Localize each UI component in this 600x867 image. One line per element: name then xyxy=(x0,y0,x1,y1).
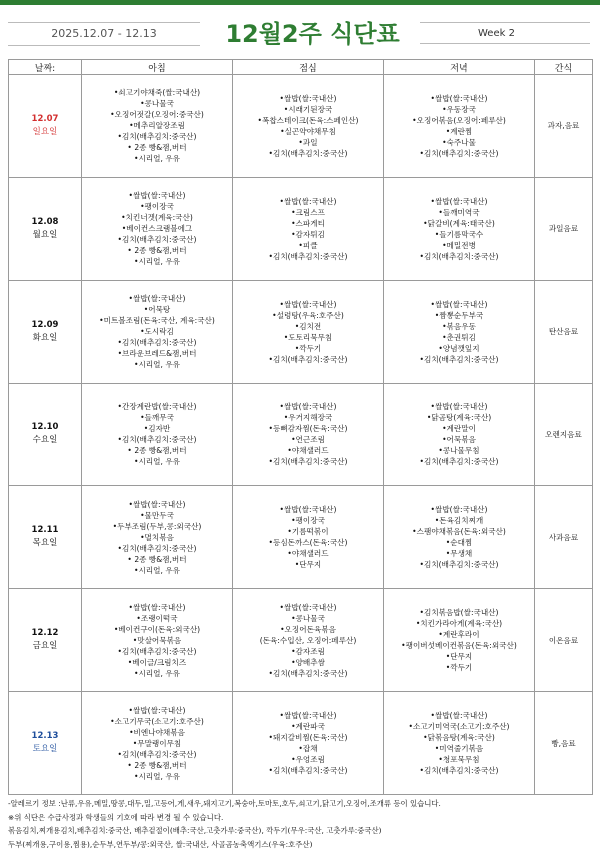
menu-item: •순대찜 xyxy=(445,538,473,548)
menu-item: •돼지갈비찜(돈육:국산) xyxy=(268,733,348,743)
day-date: 12.08 xyxy=(31,216,59,227)
menu-item: •베이글/크림치즈 xyxy=(127,657,187,667)
breakfast-cell xyxy=(82,280,233,383)
menu-item: •김치(배추김치:중국산) xyxy=(117,132,197,142)
menu-item: •실곤약야채무침 xyxy=(280,126,336,136)
column-header-breakfast: 아침 xyxy=(82,60,233,75)
menu-item: •폭찹스테이크(돈육:스페인산) xyxy=(257,115,359,125)
menu-item: •쌀밥(쌀:국내산) xyxy=(430,711,488,721)
menu-item: •우엉조림 xyxy=(291,755,325,765)
day-weekday: 수요일 xyxy=(32,435,58,446)
lunch-cell xyxy=(233,177,384,280)
menu-item: •무생채 xyxy=(445,549,473,559)
menu-item: •김치(배추김치:중국산) xyxy=(117,338,197,348)
breakfast-cell xyxy=(82,177,233,280)
menu-item: •김치(배추김치:중국산) xyxy=(268,668,348,678)
menu-item: •들깨무국 xyxy=(140,413,174,423)
breakfast-cell xyxy=(82,75,233,178)
menu-item: •김치(배추김치:중국산) xyxy=(268,457,348,467)
table-row xyxy=(9,75,593,178)
column-header-dinner: 저녁 xyxy=(384,60,535,75)
snack-cell: 빵,음료 xyxy=(535,692,593,795)
day-cell xyxy=(9,280,82,383)
dinner-cell xyxy=(384,280,535,383)
menu-item: •김치(배추김치:중국산) xyxy=(419,560,499,570)
day-weekday: 일요일 xyxy=(32,126,58,137)
note-change: ※위 식단은 수급사정과 학생들의 기호에 따라 변경 될 수 있습니다. xyxy=(8,812,224,822)
day-date: 12.13 xyxy=(31,731,59,742)
menu-item: •메추리알장조림 xyxy=(129,121,185,131)
menu-item: •닭갈비(계육:태국산) xyxy=(423,218,495,228)
menu-item: (돈육:수입산, 오징어:페루산) xyxy=(259,635,357,645)
menu-item: •김치(배추김치:중국산) xyxy=(117,646,197,656)
menu-item: •잡채 xyxy=(298,744,318,754)
menu-item: •쌀밥(쌀:국내산) xyxy=(430,93,488,103)
menu-item: •계란파국 xyxy=(291,722,325,732)
menu-item: •짬뽕순두부국 xyxy=(434,310,484,320)
menu-item: •김치(배추김치:중국산) xyxy=(419,251,499,261)
menu-item: •김치(배추김치:중국산) xyxy=(419,457,499,467)
menu-item: •김치(배추김치:중국산) xyxy=(117,543,197,553)
menu-item: •베이컨스크램블에그 xyxy=(121,224,193,234)
menu-item: •김치볶음밥(쌀:국내산) xyxy=(419,608,499,618)
menu-item: •쌀밥(쌀:국내산) xyxy=(279,299,337,309)
menu-item: •김치(배추김치:중국산) xyxy=(268,766,348,776)
lunch-cell xyxy=(233,589,384,692)
menu-item: •치킨가라아게(계육:국산) xyxy=(415,619,503,629)
lunch-cell xyxy=(233,692,384,795)
menu-item: •팽이버섯베이컨볶음(돈육:외국산) xyxy=(401,641,517,651)
menu-item: •들깨미역국 xyxy=(438,207,480,217)
menu-item: •닭곰탕(계육:국산) xyxy=(426,413,492,423)
note-allergy: -알레르기 정보 :난류,우유,메밀,땅콩,대두,밀,고등어,게,새우,돼지고기,복숭아,토마토,호두,쇠고기,닭고기,오징어,조개류 등이 있습니다. xyxy=(8,799,441,808)
menu-item: •닭볶음탕(계육:국산) xyxy=(423,733,495,743)
menu-item: •김치(배추김치:중국산) xyxy=(268,354,348,364)
menu-item: •기름떡볶이 xyxy=(287,527,329,537)
snack-cell: 과자,음료 xyxy=(535,75,593,178)
table-row xyxy=(9,383,593,486)
menu-item: •미트볼조림(돈육:국산, 계육:국산) xyxy=(99,316,215,326)
page-title: 12월2주 식단표 xyxy=(225,20,400,48)
dinner-cell xyxy=(384,75,535,178)
day-cell xyxy=(9,177,82,280)
menu-item: •도토리묵무침 xyxy=(283,332,333,342)
menu-item: •감자튀김 xyxy=(291,229,325,239)
menu-item: •등뼈감자찜(돈육:국산) xyxy=(268,424,348,434)
day-weekday: 금요일 xyxy=(32,641,58,652)
dinner-cell xyxy=(384,177,535,280)
menu-item: •오징어젓갈(오징어:중국산) xyxy=(110,110,204,120)
menu-item: •크림스프 xyxy=(291,207,325,217)
menu-item: •쌀밥(쌀:국내산) xyxy=(430,299,488,309)
day-cell xyxy=(9,383,82,486)
menu-item: • 2종 빵&잼,버터 xyxy=(127,760,187,770)
menu-item: •쌀밥(쌀:국내산) xyxy=(279,196,337,206)
menu-item: • 2종 빵&잼,버터 xyxy=(127,143,187,153)
menu-item: •소고기미역국(소고기:호주산) xyxy=(408,722,510,732)
snack-cell: 사과음료 xyxy=(535,486,593,589)
breakfast-cell xyxy=(82,692,233,795)
lunch-cell xyxy=(233,280,384,383)
snack-cell: 이온음료 xyxy=(535,589,593,692)
menu-item: •쌀밥(쌀:국내산) xyxy=(430,505,488,515)
day-cell xyxy=(9,692,82,795)
menu-item: •돈육김치찌개 xyxy=(434,516,484,526)
menu-item: •쌀밥(쌀:국내산) xyxy=(430,196,488,206)
menu-item: •설렁탕(우육:호주산) xyxy=(272,310,344,320)
table-row xyxy=(9,177,593,280)
day-cell xyxy=(9,75,82,178)
day-date: 12.09 xyxy=(31,319,59,330)
date-range: 2025.12.07 - 12.13 xyxy=(8,22,200,46)
menu-item: •두부조림(두부,콩:외국산) xyxy=(112,521,202,531)
day-weekday: 월요일 xyxy=(32,229,58,240)
menu-item: •팽이장국 xyxy=(140,202,174,212)
menu-item: •맛살어묵볶음 xyxy=(132,635,182,645)
menu-item: •시리얼, 우유 xyxy=(134,565,180,575)
menu-item: •단무지 xyxy=(445,652,473,662)
menu-item: •미역줄기볶음 xyxy=(434,744,484,754)
breakfast-cell xyxy=(82,589,233,692)
table-row xyxy=(9,486,593,589)
menu-item: •어묵볶음 xyxy=(442,435,476,445)
menu-item: •시리얼, 우유 xyxy=(134,668,180,678)
menu-item: •계란말이 xyxy=(442,424,476,434)
column-header-date: 날짜: xyxy=(9,60,82,75)
menu-item: •감자조림 xyxy=(291,646,325,656)
header xyxy=(0,14,600,54)
menu-item: •콩나물국 xyxy=(140,99,174,109)
day-weekday: 화요일 xyxy=(32,332,58,343)
menu-item: •쇠고기야채죽(쌀:국내산) xyxy=(113,88,201,98)
menu-item: •브라운브레드&잼,버터 xyxy=(117,349,197,359)
menu-item: •계란찜 xyxy=(445,126,473,136)
menu-item: •쌀밥(쌀:국내산) xyxy=(430,402,488,412)
menu-item: •우거지해장국 xyxy=(283,413,333,423)
menu-item: •깍두기 xyxy=(445,663,473,673)
menu-item: •야채샐러드 xyxy=(287,549,329,559)
menu-item: •스파게티 xyxy=(291,218,325,228)
table-row xyxy=(9,589,593,692)
menu-item: •피클 xyxy=(298,240,318,250)
menu-item: •쌀밥(쌀:국내산) xyxy=(128,705,186,715)
breakfast-cell xyxy=(82,383,233,486)
menu-item: •김치(배추김치:중국산) xyxy=(117,235,197,245)
lunch-cell xyxy=(233,486,384,589)
menu-item: •김치(배추김치:중국산) xyxy=(419,148,499,158)
day-cell xyxy=(9,589,82,692)
menu-item: •쌀밥(쌀:국내산) xyxy=(128,191,186,201)
menu-item: •김치(배추김치:중국산) xyxy=(117,749,197,759)
menu-item: •춘권튀김 xyxy=(442,332,476,342)
day-weekday: 토요일 xyxy=(32,744,58,755)
menu-item: •콩나물무침 xyxy=(438,446,480,456)
table-row xyxy=(9,280,593,383)
top-accent-bar xyxy=(0,0,600,5)
menu-item: •시리얼, 우유 xyxy=(134,457,180,467)
menu-item: •메밀전병 xyxy=(442,240,476,250)
menu-item: •등심돈까스(돈육:국산) xyxy=(268,538,348,548)
menu-item: •김자반 xyxy=(143,424,171,434)
snack-cell: 탄산음료 xyxy=(535,280,593,383)
menu-item: •쌀밥(쌀:국내산) xyxy=(279,93,337,103)
notes xyxy=(8,797,592,851)
menu-item: •쌀밥(쌀:국내산) xyxy=(128,602,186,612)
menu-item: •오징어볶음(오징어:페루산) xyxy=(412,115,506,125)
dinner-cell xyxy=(384,692,535,795)
menu-item: •계란후라이 xyxy=(438,630,480,640)
table-row xyxy=(9,692,593,795)
menu-item: •쌀밥(쌀:국내산) xyxy=(279,602,337,612)
dinner-cell xyxy=(384,486,535,589)
menu-item: •김치(배추김치:중국산) xyxy=(419,354,499,364)
week-label: Week 2 xyxy=(420,22,590,44)
menu-item: •양배추쌈 xyxy=(291,657,325,667)
menu-item: •쌀밥(쌀:국내산) xyxy=(279,505,337,515)
menu-item: •김치(배추김치:중국산) xyxy=(419,766,499,776)
menu-item: •팽이장국 xyxy=(291,516,325,526)
column-header-snack: 간식 xyxy=(535,60,593,75)
menu-item: •우동장국 xyxy=(442,104,476,114)
menu-item: •김치(배추김치:중국산) xyxy=(117,435,197,445)
table-body xyxy=(9,75,593,795)
menu-item: •연근조림 xyxy=(291,435,325,445)
menu-item: •청포묵무침 xyxy=(438,755,480,765)
menu-item: •양념깻잎지 xyxy=(438,343,480,353)
menu-item: •소고기무국(소고기:호주산) xyxy=(110,716,204,726)
menu-item: •스팸야채볶음(돈육:외국산) xyxy=(412,527,506,537)
menu-item: •쌀밥(쌀:국내산) xyxy=(279,711,337,721)
menu-item: •시리얼, 우유 xyxy=(134,771,180,781)
day-date: 12.10 xyxy=(31,422,59,433)
menu-item: •콩나물국 xyxy=(291,613,325,623)
menu-item: •시리얼, 우유 xyxy=(134,360,180,370)
menu-item: •쌀밥(쌀:국내산) xyxy=(128,294,186,304)
day-date: 12.07 xyxy=(31,113,59,124)
menu-item: •치킨너겟(계육:국산) xyxy=(121,213,193,223)
menu-item: •간장계란밥(쌀:국내산) xyxy=(117,402,197,412)
menu-item: •숙주나물 xyxy=(442,137,476,147)
menu-item: •볶음우동 xyxy=(442,321,476,331)
menu-item: •김치전 xyxy=(294,321,322,331)
menu-item: •물만두국 xyxy=(140,510,174,520)
day-date: 12.11 xyxy=(31,525,59,536)
menu-item: •시리얼, 우유 xyxy=(134,257,180,267)
menu-item: •멸치볶음 xyxy=(140,532,174,542)
dinner-cell xyxy=(384,589,535,692)
menu-item: •무말랭이무침 xyxy=(132,738,182,748)
snack-cell: 오렌지음료 xyxy=(535,383,593,486)
menu-item: •베이컨구이(돈육:외국산) xyxy=(113,624,201,634)
menu-item: •쌀밥(쌀:국내산) xyxy=(128,499,186,509)
day-cell xyxy=(9,486,82,589)
menu-item: • 2종 빵&잼,버터 xyxy=(127,554,187,564)
menu-item: •시래기된장국 xyxy=(283,104,333,114)
note-tofu-origin: 두부(찌개용,구이용,찜용),순두부,연두부/콩:외국산, 쌀:국내산, 사골곰농축액기스(우육:호주산) xyxy=(8,839,313,849)
meal-table xyxy=(8,59,593,795)
menu-item: •깍두기 xyxy=(294,343,322,353)
menu-item: •비엔나야채볶음 xyxy=(129,727,185,737)
menu-item: •어묵탕 xyxy=(143,305,171,315)
column-header-lunch: 점심 xyxy=(233,60,384,75)
dinner-cell xyxy=(384,383,535,486)
menu-item: •단무지 xyxy=(294,560,322,570)
menu-item: • 2종 빵&잼,버터 xyxy=(127,246,187,256)
table-header-row xyxy=(9,60,593,75)
day-date: 12.12 xyxy=(31,628,59,639)
menu-item: •과일 xyxy=(298,137,318,147)
snack-cell: 과일음료 xyxy=(535,177,593,280)
lunch-cell xyxy=(233,383,384,486)
note-kimchi-origin: 볶음김치,찌개용김치,배추김치:중국산, 배추겉절이(배추:국산,고춧가루:중국산), 깍두기(무우:국산, 고춧가루:중국산) xyxy=(8,826,382,835)
menu-item: •쌀밥(쌀:국내산) xyxy=(279,402,337,412)
menu-item: •오징어돈육볶음 xyxy=(280,624,336,634)
menu-item: •야채샐러드 xyxy=(287,446,329,456)
menu-item: •도시락김 xyxy=(140,327,174,337)
menu-item: •시리얼, 우유 xyxy=(134,154,180,164)
menu-item: •김치(배추김치:중국산) xyxy=(268,148,348,158)
menu-item: •조랭이떡국 xyxy=(136,613,178,623)
menu-item: •들기름막국수 xyxy=(434,229,484,239)
lunch-cell xyxy=(233,75,384,178)
menu-item: • 2종 빵&잼,버터 xyxy=(127,446,187,456)
breakfast-cell xyxy=(82,486,233,589)
menu-item: •김치(배추김치:중국산) xyxy=(268,251,348,261)
day-weekday: 목요일 xyxy=(32,538,58,549)
